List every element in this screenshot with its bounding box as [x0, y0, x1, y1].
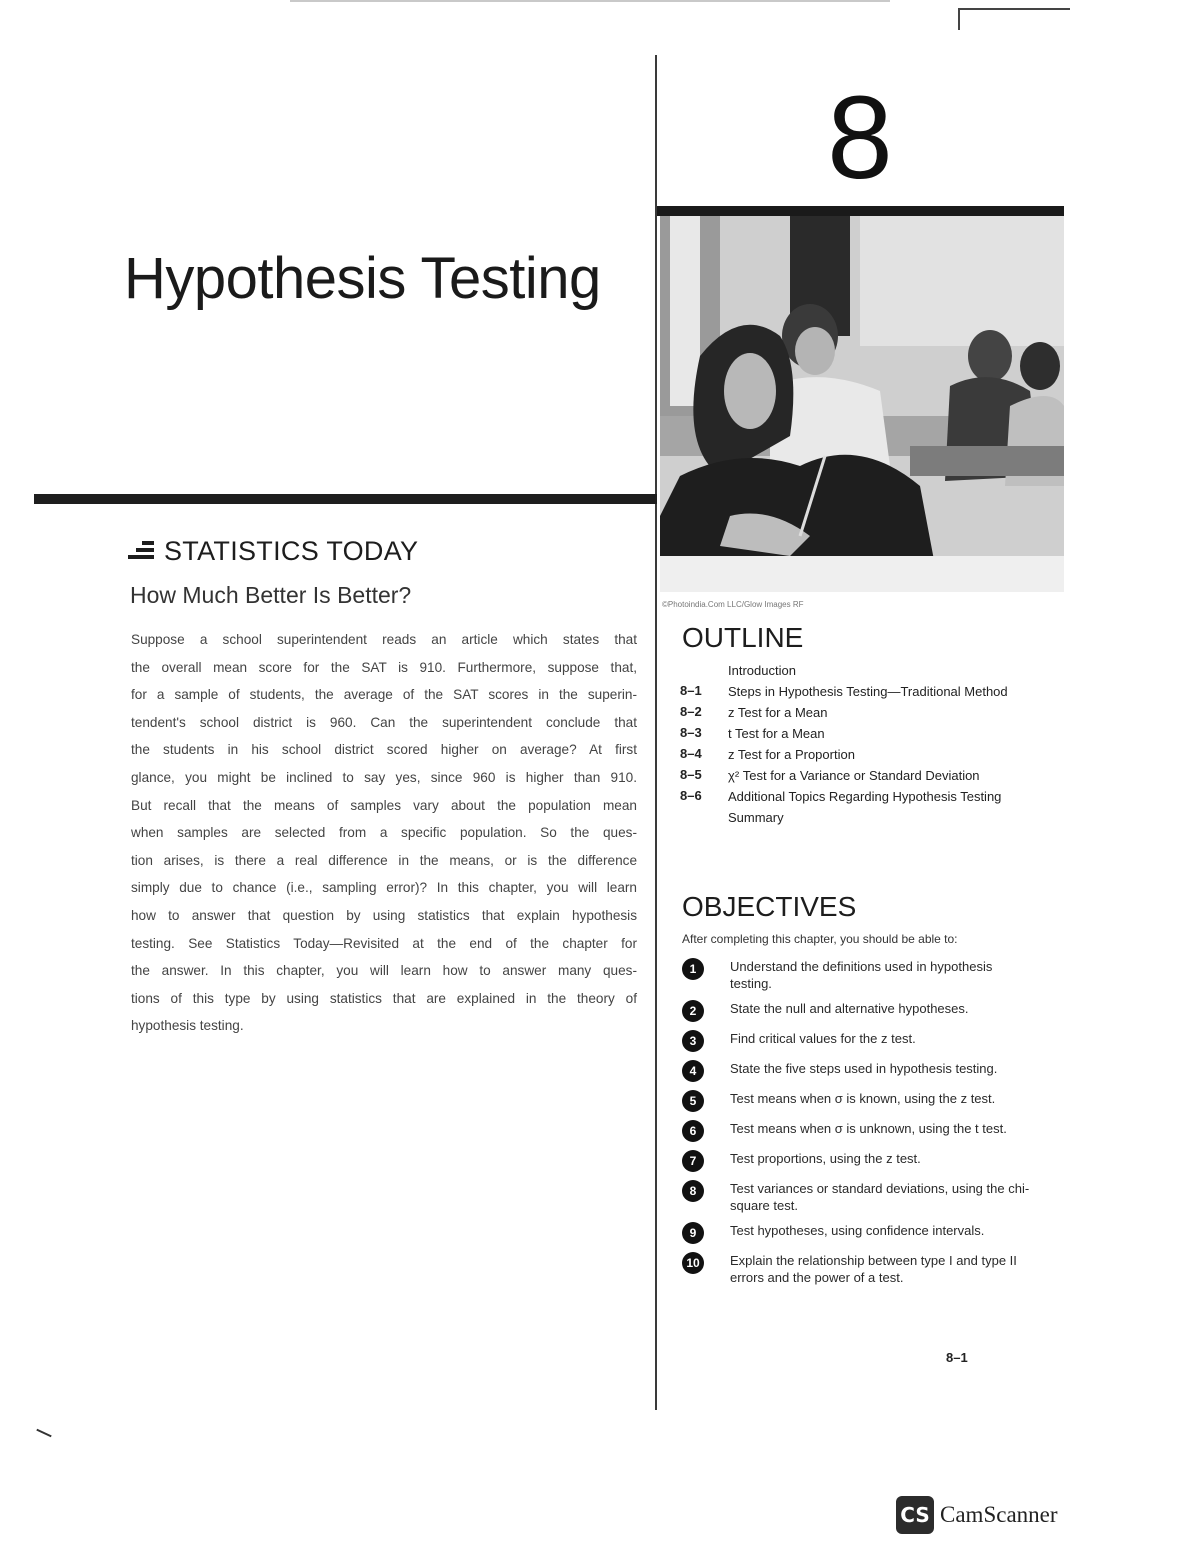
- body-line: tions of this type by using statistics that are explained in the theory of: [131, 990, 637, 1006]
- outline-label: z Test for a Proportion: [728, 747, 855, 762]
- objective-item: [682, 1222, 1037, 1244]
- body-line: tendent's school district is 960. Can the superintendent conclude that: [131, 714, 637, 730]
- classroom-photo-illustration: [660, 216, 1064, 592]
- chapter-number: 8: [827, 72, 893, 204]
- objective-label: Explain the relationship between type I and type II errors and the power of a test.: [730, 1253, 1017, 1285]
- body-line: tion arises, is there a real difference in the means, or is the difference: [131, 852, 637, 868]
- objective-label: Test variances or standard deviations, using the chi-square test.: [730, 1181, 1030, 1213]
- outline-number: 8–3: [680, 725, 702, 740]
- objective-label: Test means when σ is known, using the z test.: [730, 1091, 996, 1106]
- chapter-photo: [660, 216, 1064, 592]
- body-line: glance, you might be inclined to say yes, since 960 is higher than 910.: [131, 769, 637, 785]
- objective-label: Test proportions, using the z test.: [730, 1151, 921, 1166]
- rule-left: [34, 494, 657, 504]
- objectives-list: [682, 958, 1037, 1294]
- objective-item: [682, 1180, 1037, 1214]
- outline-label: χ² Test for a Variance or Standard Deviation: [728, 768, 980, 783]
- outline-item: [680, 683, 1040, 700]
- objective-label: State the null and alternative hypotheses.: [730, 1001, 969, 1016]
- objective-item: [682, 1120, 1037, 1142]
- body-line: when samples are selected from a specific population. So the ques-: [131, 825, 637, 841]
- objective-label: Find critical values for the z test.: [730, 1031, 916, 1046]
- rule-right: [657, 206, 1064, 216]
- outline-label: Introduction: [728, 663, 796, 678]
- objective-item: [682, 958, 1037, 992]
- statistics-today-body: [131, 626, 637, 1040]
- camscanner-watermark: [896, 1496, 1058, 1534]
- body-line: simply due to chance (i.e., sampling error)? In this chapter, you will learn: [131, 880, 637, 896]
- objectives-heading: OBJECTIVES: [682, 891, 857, 922]
- objective-label: Test hypotheses, using confidence intervals.: [730, 1223, 985, 1238]
- outline-item: [680, 746, 1040, 763]
- objective-item: [682, 1090, 1037, 1112]
- outline-number: 8–4: [680, 746, 702, 761]
- objective-number-badge: 9: [682, 1222, 704, 1244]
- objective-number-badge: 8: [682, 1180, 704, 1202]
- statistics-today-label: STATISTICS TODAY: [164, 536, 419, 566]
- outline-label: Summary: [728, 810, 784, 825]
- objective-number-badge: 1: [682, 958, 704, 980]
- objective-number-badge: 10: [682, 1252, 704, 1274]
- outline-label: t Test for a Mean: [728, 726, 825, 741]
- column-divider: [655, 55, 657, 1410]
- body-line: the answer. In this chapter, you will learn how to answer many ques-: [131, 963, 637, 979]
- outline-item: [680, 704, 1040, 721]
- objective-item: [682, 1030, 1037, 1052]
- body-line: But recall that the means of samples vary about the population mean: [131, 797, 637, 813]
- outline-item: [680, 809, 1040, 826]
- body-line: for a sample of students, the average of the SAT scores in the superin-: [131, 687, 637, 703]
- outline-label: Additional Topics Regarding Hypothesis Testing: [728, 789, 1002, 804]
- photo-credit: ©Photoindia.Com LLC/Glow Images RF: [662, 600, 804, 609]
- statistics-today-subheading: How Much Better Is Better?: [130, 582, 412, 608]
- objective-number-badge: 2: [682, 1000, 704, 1022]
- outline-number: [680, 662, 728, 679]
- statistics-today-icon: [128, 541, 156, 563]
- outline-number: 8–5: [680, 767, 702, 782]
- objective-item: [682, 1150, 1037, 1172]
- outline-item: [680, 788, 1040, 805]
- outline-number: 8–1: [680, 683, 702, 698]
- objective-number-badge: 3: [682, 1030, 704, 1052]
- outline-heading: OUTLINE: [682, 622, 804, 653]
- body-line: hypothesis testing.: [131, 1018, 244, 1034]
- outline-item: [680, 767, 1040, 784]
- objective-item: [682, 1060, 1037, 1082]
- outline-number: [680, 809, 728, 826]
- objective-label: Test means when σ is unknown, using the t test.: [730, 1121, 1007, 1136]
- page-number: 8–1: [946, 1350, 968, 1365]
- objective-number-badge: 7: [682, 1150, 704, 1172]
- body-line: testing. See Statistics Today—Revisited at the end of the chapter for: [131, 935, 637, 951]
- camscanner-logo-icon: CS: [896, 1496, 934, 1534]
- outline-item: [680, 725, 1040, 742]
- outline-number: 8–2: [680, 704, 702, 719]
- outline-item: [680, 662, 1040, 679]
- body-line: the students in his school district scored higher on average? At first: [131, 742, 637, 758]
- body-line: the overall mean score for the SAT is 910. Furthermore, suppose that,: [131, 659, 637, 675]
- outline-number: 8–6: [680, 788, 702, 803]
- body-line: Suppose a school superintendent reads an article which states that: [131, 632, 637, 647]
- objective-number-badge: 6: [682, 1120, 704, 1142]
- objective-label: Understand the definitions used in hypothesis testing.: [730, 959, 993, 991]
- objective-number-badge: 4: [682, 1060, 704, 1082]
- chapter-title: Hypothesis Testing: [124, 246, 601, 311]
- objective-number-badge: 5: [682, 1090, 704, 1112]
- scan-mark: [36, 1429, 51, 1438]
- outline-label: Steps in Hypothesis Testing—Traditional Method: [728, 684, 1008, 699]
- objective-label: State the five steps used in hypothesis testing.: [730, 1061, 998, 1076]
- objective-item: [682, 1252, 1037, 1286]
- body-line: how to answer that question by using statistics that explain hypothesis: [131, 907, 637, 923]
- outline-list: [680, 662, 1040, 830]
- statistics-today-heading: [128, 536, 418, 567]
- camscanner-name: CamScanner: [940, 1502, 1058, 1527]
- outline-label: z Test for a Mean: [728, 705, 828, 720]
- objective-item: [682, 1000, 1037, 1022]
- objectives-intro: After completing this chapter, you should be able to:: [682, 932, 958, 946]
